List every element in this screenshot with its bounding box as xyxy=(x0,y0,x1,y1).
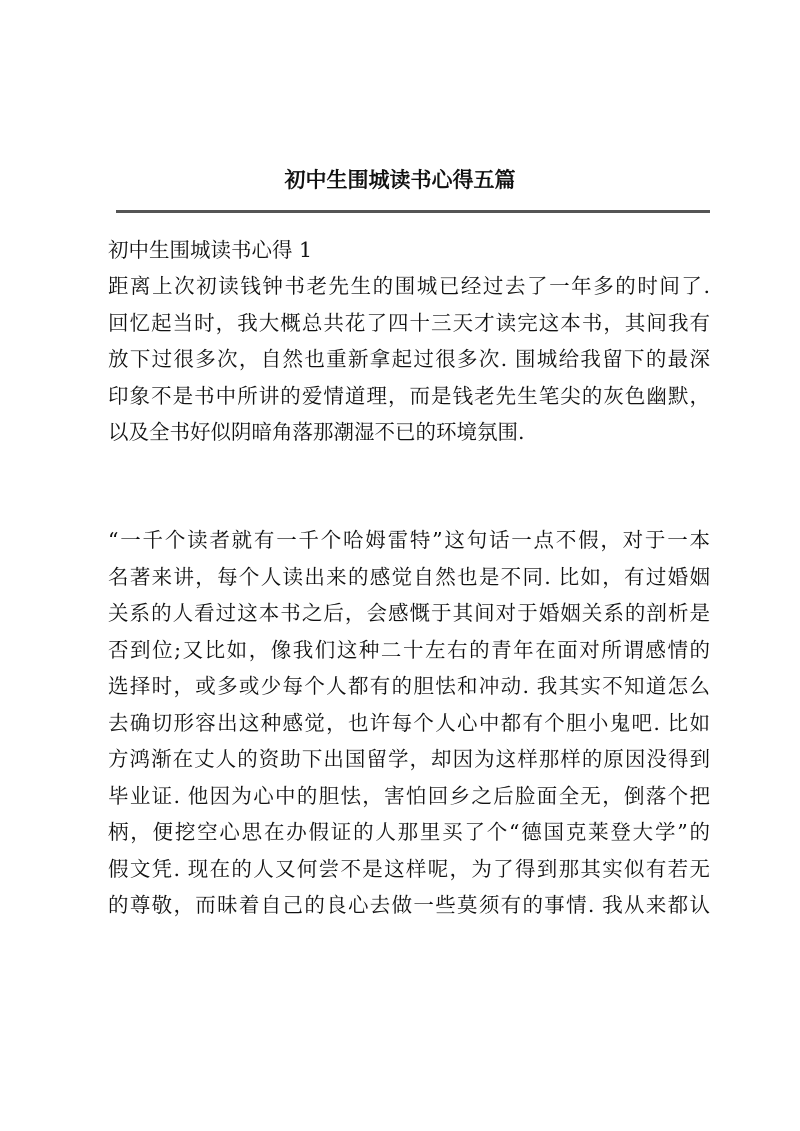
paragraph-line: 以及全书好似阴暗角落那潮湿不已的环境氛围. xyxy=(108,420,525,444)
paragraph-line: 去确切形容出这种感觉，也许每个人心中都有个胆小鬼吧. 比如 xyxy=(108,710,710,735)
paragraph-2 xyxy=(108,522,710,924)
paragraph-line: 方鸿渐在丈人的资助下出国留学，却因为这样那样的原因没得到 xyxy=(108,747,710,771)
paragraph-line: 放下过很多次，自然也重新拿起过很多次. 围城给我留下的最深 xyxy=(108,347,710,371)
paragraph-line: 距离上次初读钱钟书老先生的围城已经过去了一年多的时间了. xyxy=(108,274,710,298)
paragraph-line: 名著来讲，每个人读出来的感觉自然也是不同. 比如，有过婚姻 xyxy=(108,564,710,589)
paragraph-line: 的尊敬，而昧着自己的良心去做一些莫须有的事情. 我从来都认 xyxy=(108,893,710,917)
section-heading: 初中生围城读书心得 1 xyxy=(108,238,313,262)
paragraph-line: 选择时，或多或少每个人都有的胆怯和冲动. 我其实不知道怎么 xyxy=(108,674,710,698)
paragraph-line: 假文凭. 现在的人又何尝不是这样呢，为了得到那其实似有若无 xyxy=(108,856,710,881)
paragraph-line: “一千个读者就有一千个哈姆雷特”这句话一点不假，对于一本 xyxy=(108,528,710,552)
paragraph-line: 柄，便挖空心思在办假证的人那里买了个“德国克莱登大学”的 xyxy=(108,820,710,844)
paragraph-line: 毕业证. 他因为心中的胆怯，害怕回乡之后脸面全无，倒落个把 xyxy=(108,783,710,808)
paragraph-line: 回忆起当时，我大概总共花了四十三天才读完这本书，其间我有 xyxy=(108,310,710,335)
title-divider xyxy=(116,210,710,213)
document-title: 初中生围城读书心得五篇 xyxy=(284,167,516,192)
paragraph-line: 印象不是书中所讲的爱情道理，而是钱老先生笔尖的灰色幽默， xyxy=(108,383,710,408)
paragraph-line: 否到位;又比如，像我们这种二十左右的青年在面对所谓感情的 xyxy=(108,637,710,662)
paragraph-1 xyxy=(108,268,710,451)
paragraph-line: 关系的人看过这本书之后，会感慨于其间对于婚姻关系的剖析是 xyxy=(108,601,710,625)
